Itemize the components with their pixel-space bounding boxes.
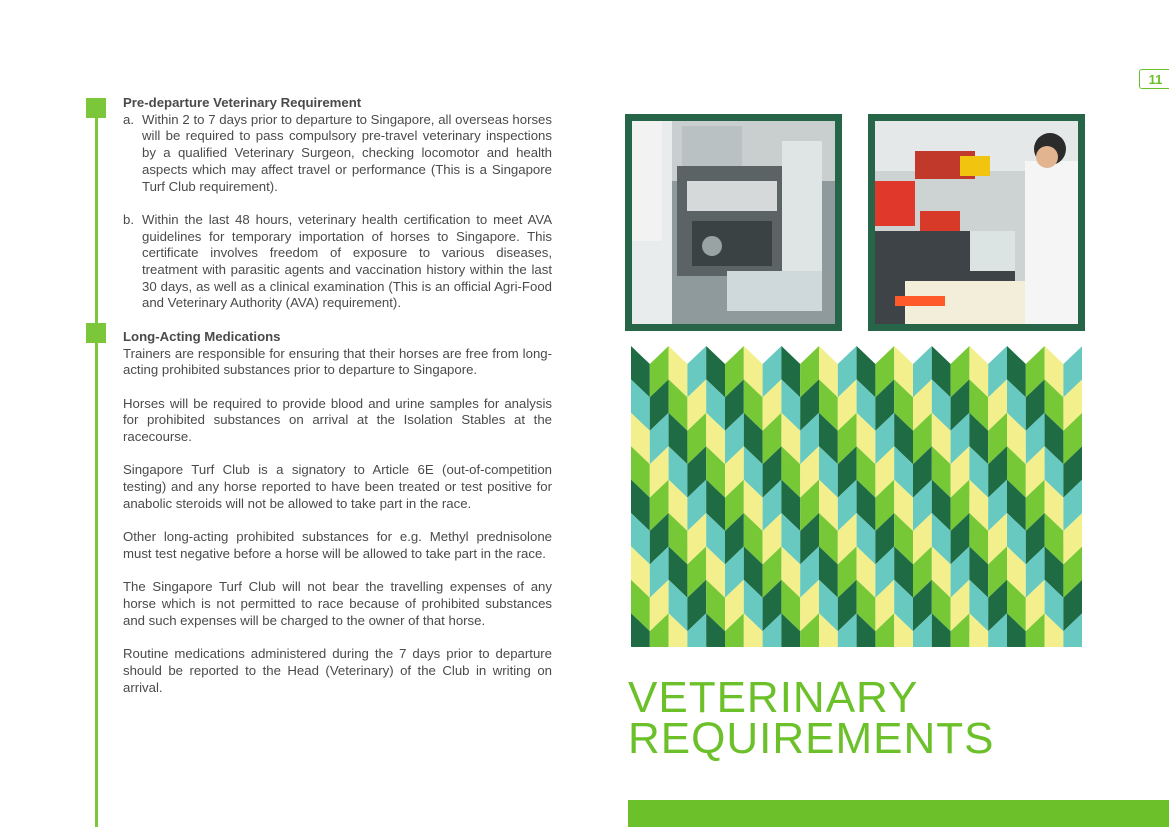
lab-equipment-image	[632, 121, 835, 324]
page-title	[628, 673, 995, 763]
page-number: 11	[1148, 71, 1163, 87]
paragraph: Trainers are responsible for ensuring that their horses are free from long-acting prohibited substances prior to departure to Singapore.	[123, 345, 552, 378]
list-item	[123, 212, 552, 312]
paragraph: Other long-acting prohibited substances for e.g. Methyl prednisolone must test negative before a horse will be allowed to take part in the race.	[123, 529, 552, 561]
section-marker	[86, 98, 106, 118]
footer-bar	[628, 800, 1169, 827]
title-line-2: REQUIREMENTS	[628, 714, 995, 763]
body-text-column	[123, 95, 552, 696]
lab-photo-right	[868, 114, 1085, 331]
list-item-label: b.	[123, 211, 134, 227]
lab-photo-left	[625, 114, 842, 331]
lab-technician-image	[875, 121, 1078, 324]
paragraph: Horses will be required to provide blood and urine samples for analysis for prohibited substances on arrival at the Isolation Stables at the racecourse.	[123, 395, 552, 445]
list-item-text: Within 2 to 7 days prior to departure to Singapore, all overseas horses will be required to pass compulsory pre-travel veterinary inspections by a qualified Veterinary Surgeon, checking locomotor and health aspects which may affect travel or performance (This is a Singapore Turf Club requirement).	[142, 111, 552, 194]
list-item	[123, 112, 552, 196]
paragraph: The Singapore Turf Club will not bear the travelling expenses of any horse which is not permitted to race because of prohibited substances and such expenses will be charged to the owner of that horse.	[123, 579, 552, 628]
chevron-pattern	[631, 346, 1082, 647]
page-number-tab	[1139, 69, 1169, 89]
paragraph: Routine medications administered during the 7 days prior to departure should be reported to the Head (Veterinary) of the Club in writing on arrival.	[123, 646, 552, 695]
list-item-text: Within the last 48 hours, veterinary health certification to meet AVA guidelines for temporary importation of horses to Singapore. This certificate involves freedom of exposure to various diseases, treatment with parasitic agents and vaccination history within the last 30 days, as well as a clinical examination (This is an official Agri-Food and Veterinary Authority (AVA) requirement).	[142, 211, 552, 311]
vertical-rule	[95, 98, 98, 827]
paragraph: Singapore Turf Club is a signatory to Article 6E (out-of-competition testing) and any horse reported to have been treated or test positive for anabolic steroids will not be allowed to take part in the race.	[123, 462, 552, 511]
section-marker	[86, 323, 106, 343]
section-heading: Pre-departure Veterinary Requirement	[123, 95, 362, 110]
title-line-1: VETERINARY	[628, 673, 919, 722]
list-item-label: a.	[123, 111, 134, 127]
section-heading: Long-Acting Medications	[123, 328, 281, 344]
